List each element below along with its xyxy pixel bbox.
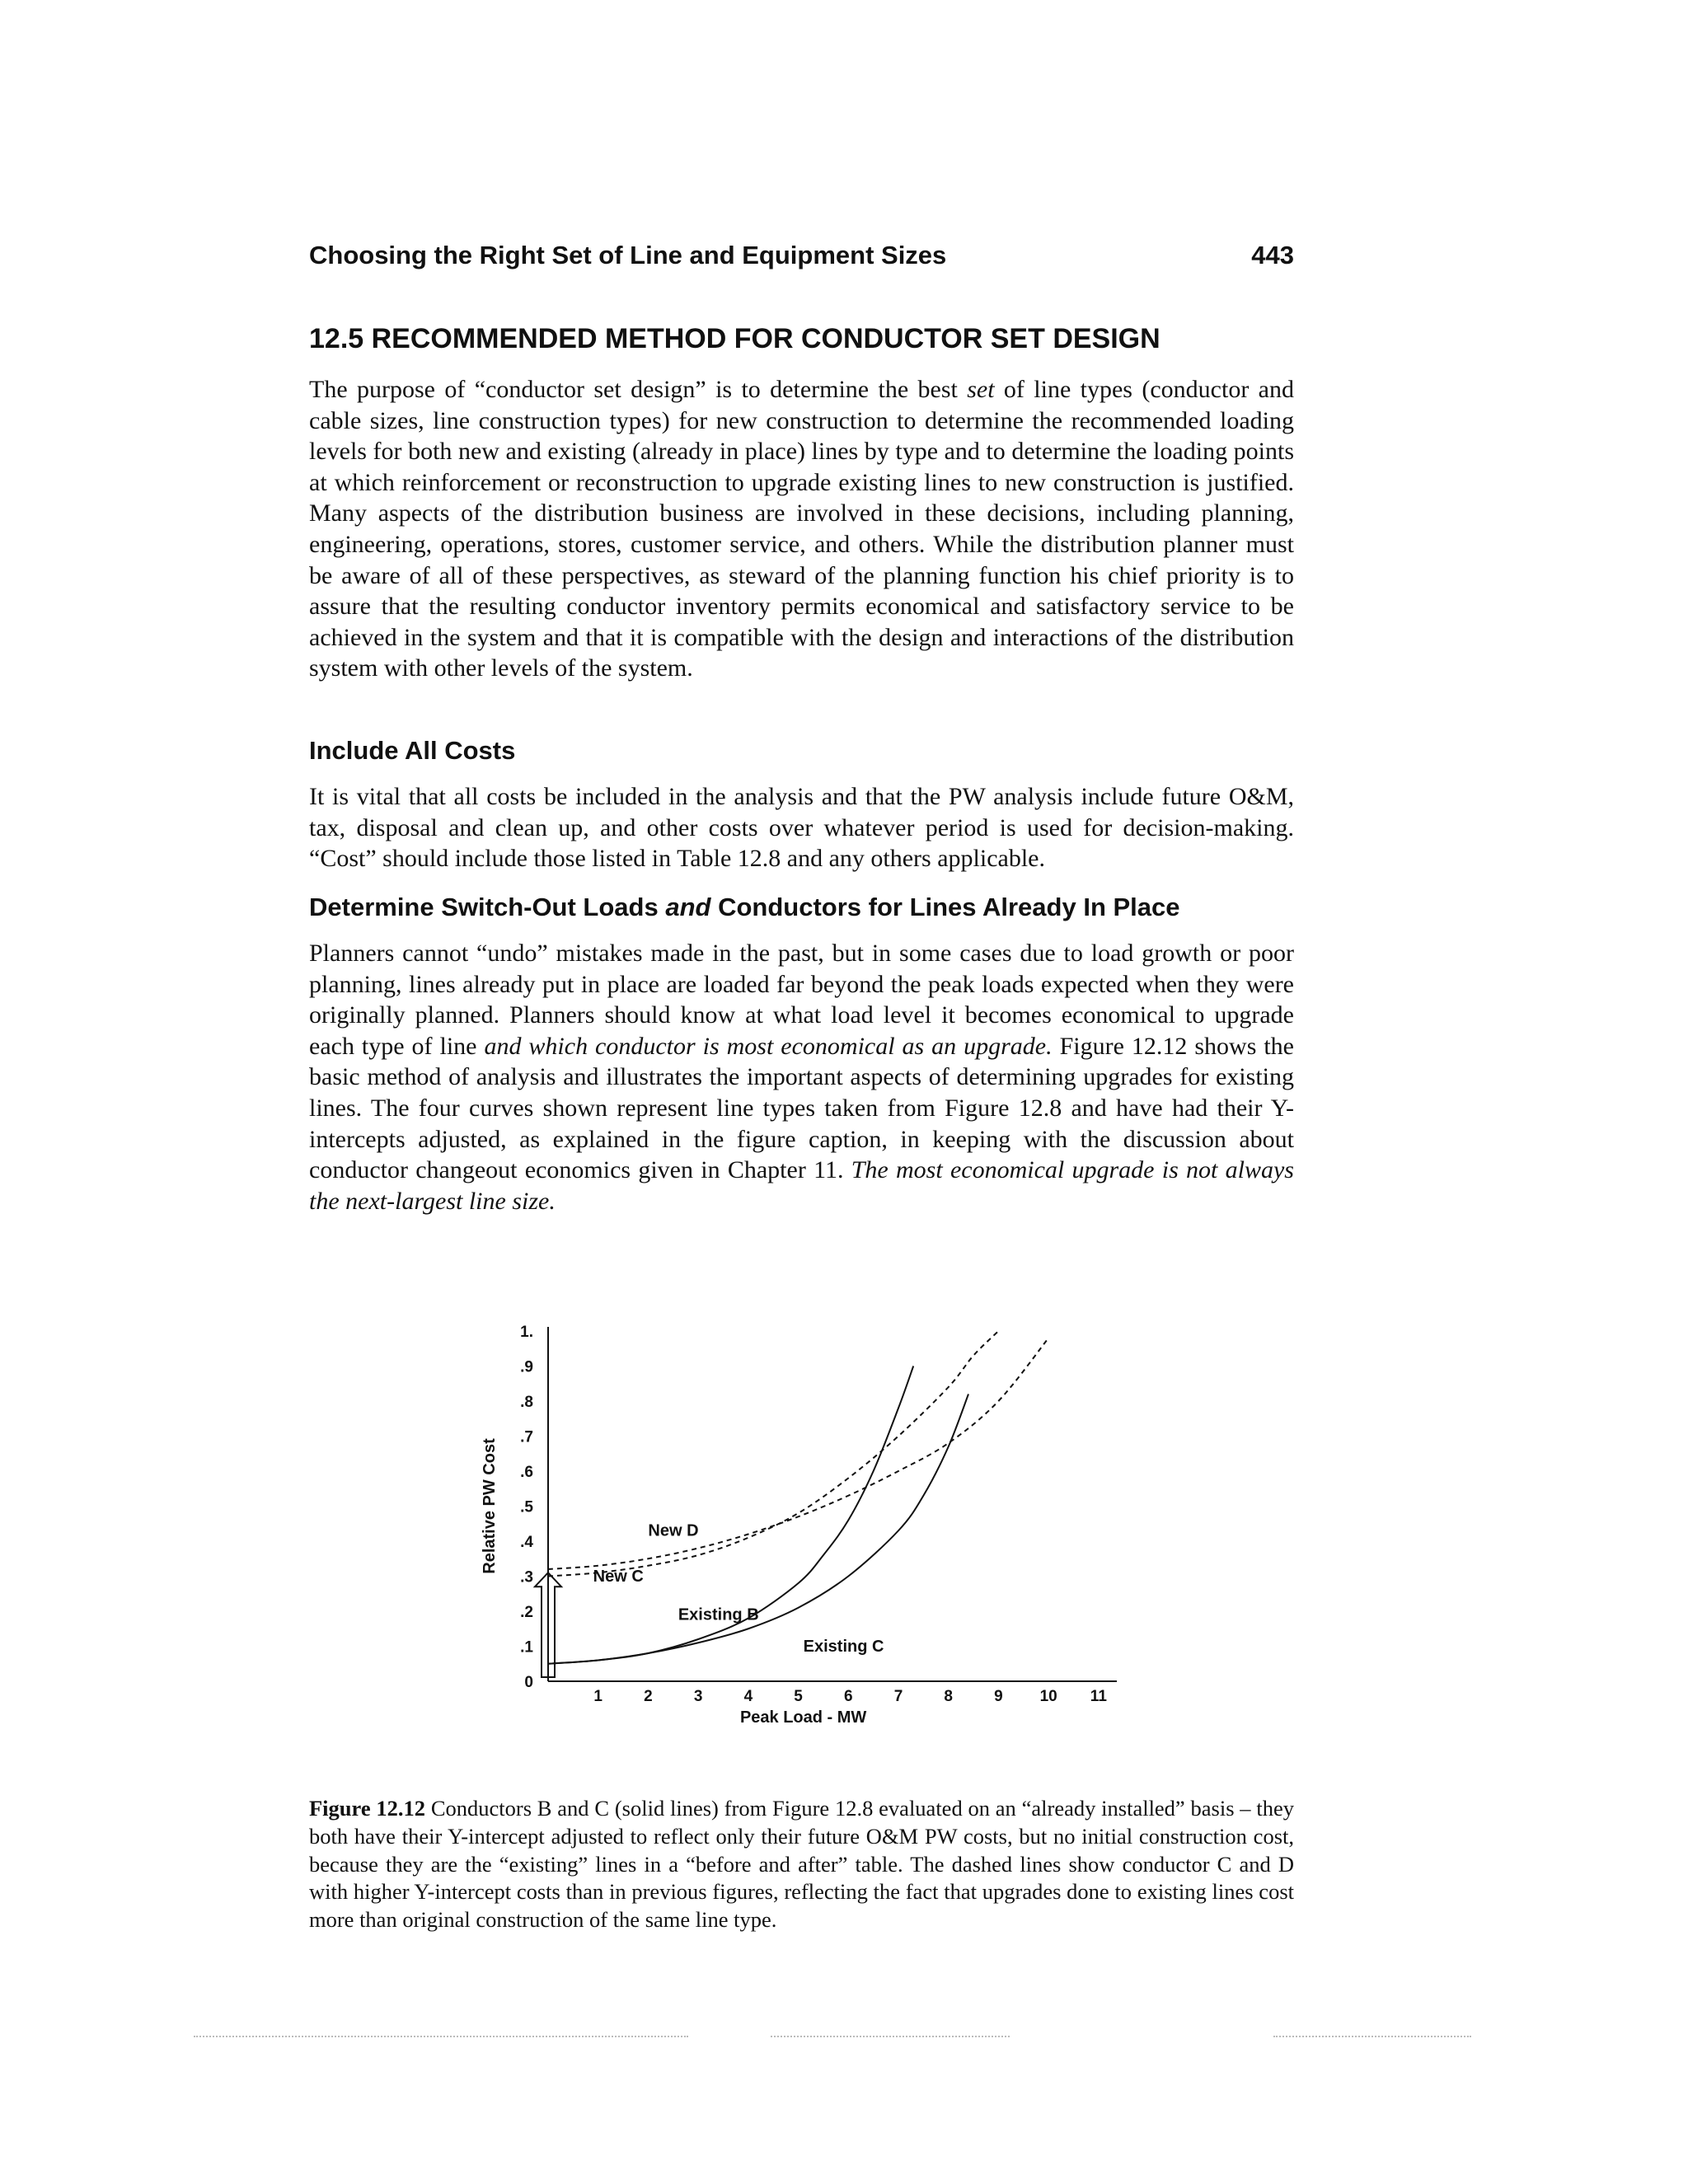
x-tick-label: 7	[893, 1688, 903, 1705]
running-head-title: Choosing the Right Set of Line and Equipment Sizes	[309, 241, 947, 269]
intro-text-emphasis: set	[967, 376, 995, 403]
y-tick-label: .1	[520, 1638, 533, 1657]
x-tick-label: 5	[794, 1688, 803, 1705]
switch-out-text-emphasis-2: The most economical upgrade is not always the next-largest line size.	[309, 1156, 1294, 1215]
figure-caption-text: Conductors B and C (solid lines) from Figure 12.8 evaluated on an “already installed” basis – they both have their Y-intercept adjusted to reflect only their future O&M PW costs, but no initial construction cost, because they are the “existing” lines in a “before and after” table. The dashed lines show conductor C and D with higher Y-intercept costs than in previous figures, reflecting the fact that upgrades done to existing lines cost more than original construction of the same line type.	[309, 1796, 1294, 1933]
footer-rule-mid	[771, 2036, 1010, 2037]
section-heading: 12.5 RECOMMENDED METHOD FOR CONDUCTOR SET DESIGN	[309, 323, 1160, 354]
y-tick-label: .5	[520, 1498, 533, 1516]
switch-out-text-2: Figure 12.12 shows the basic method of analysis and illustrates the important aspects of determining upgrades for existing lines. The four curves shown represent line types taken from Figure 12.8 and have had their Y-intercepts adjusted, as explained in the figure caption, in keeping with the discussion about conductor changeout economics given in Chapter 11.	[309, 1032, 1295, 1184]
page-number: 443	[1251, 241, 1294, 269]
switch-out-paragraph	[309, 938, 1294, 1216]
x-tick-label: 9	[994, 1688, 1003, 1705]
x-tick-label: 8	[944, 1688, 954, 1705]
intro-text-2: of line types (conductor and cable sizes, line construction types) for new construction to determine the recommended loading levels for both new and existing (already in place) lines by type and to determine the loading points at which reinforcement or reconstruction to upgrade existing lines to new construction is justified. Many aspects of the distribution business are involved in these decisions, including planning, engineering, operations, stores, customer service, and others. While the distribution planner must be aware of all of these perspectives, as steward of the planning function his chief priority is to assure that the resulting conductor inventory permits economical and satisfactory service to be achieved in the system and that it is compatible with the design and interactions of the distribution system with other levels of the system.	[309, 376, 1294, 682]
curve-label-new-d: New D	[648, 1521, 699, 1540]
x-tick-label: 10	[1039, 1688, 1057, 1705]
include-costs-heading: Include All Costs	[309, 736, 516, 765]
y-axis-title: Relative PW Cost	[481, 1438, 499, 1574]
y-tick-label: .8	[520, 1394, 533, 1411]
x-tick-label: 6	[843, 1688, 853, 1705]
running-head	[309, 241, 1294, 274]
curve-label-existing-c: Existing C	[803, 1637, 884, 1656]
y-tick-label: 1.	[520, 1324, 533, 1341]
x-tick-label: 1	[593, 1688, 603, 1705]
intro-text-1: The purpose of “conductor set design” is to determine the best	[309, 376, 968, 403]
switch-out-heading-part1: Determine Switch-Out Loads	[309, 893, 666, 921]
y-tick-label: .6	[520, 1464, 533, 1481]
x-tick-label: 11	[1090, 1688, 1107, 1705]
switch-out-heading	[309, 893, 1294, 922]
switch-out-heading-part2: Conductors for Lines Already In Place	[710, 893, 1180, 921]
footer-rule-left	[194, 2036, 688, 2037]
switch-out-text-emphasis-1: and which conductor is most economical as an upgrade.	[484, 1032, 1053, 1060]
pw-cost-chart	[462, 1306, 1137, 1751]
y-tick-label: .9	[520, 1358, 533, 1376]
switch-out-heading-emphasis: and	[665, 893, 711, 921]
figure-12-12	[462, 1306, 1137, 1751]
x-axis-title: Peak Load - MW	[739, 1708, 867, 1727]
curve-label-new-c: New C	[593, 1567, 644, 1586]
include-costs-paragraph: It is vital that all costs be included in the analysis and that the PW analysis include future O&M, tax, disposal and clean up, and other costs over whatever period is used for decision-making. “Cost” should include those listed in Table 12.8 and any others applicable.	[309, 783, 1294, 873]
y-tick-label: .7	[520, 1428, 533, 1446]
y-tick-label: .4	[520, 1534, 533, 1551]
figure-label: Figure 12.12	[309, 1796, 426, 1821]
y-tick-label: .2	[520, 1604, 533, 1621]
footer-rule-right	[1273, 2036, 1471, 2037]
x-tick-label: 3	[693, 1688, 703, 1705]
series-new-d-line	[548, 1338, 1048, 1570]
x-tick-label: 2	[644, 1688, 653, 1705]
x-tick-label: 4	[743, 1688, 753, 1705]
intro-paragraph	[309, 374, 1294, 684]
curve-label-existing-b: Existing B	[678, 1605, 759, 1624]
y-tick-label: 0	[524, 1674, 533, 1691]
figure-caption	[309, 1795, 1294, 1934]
switch-out-text-1: Planners cannot “undo” mistakes made in the past, but in some cases due to load growth or poor planning, lines already put in place are loaded far beyond the peak loads expected when they were originally planned. Planners should know at what load level it becomes economical to upgrade each type of line	[309, 940, 1294, 1060]
y-tick-label: .3	[520, 1568, 533, 1586]
